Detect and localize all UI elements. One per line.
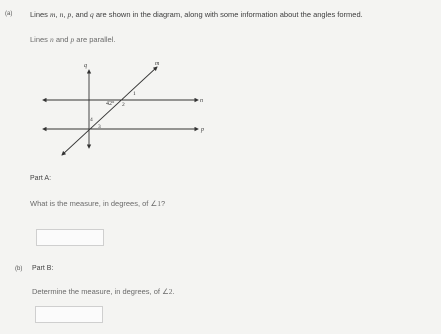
part-b-question-end: .: [172, 287, 175, 296]
angle-1-label: 1: [133, 91, 136, 97]
part-a-question-end: ?: [160, 199, 166, 208]
part-a-question-text: What is the measure, in degrees, of: [30, 199, 151, 208]
given-var-n: n: [50, 35, 54, 44]
part-a-question: [30, 199, 165, 208]
label-p: p: [201, 127, 204, 133]
var-n: n: [59, 10, 64, 19]
part-b-question-text: Determine the measure, in degrees, of: [32, 287, 163, 296]
part-a-title: Part A:: [30, 175, 52, 182]
line-m: [62, 67, 157, 155]
var-m: m: [50, 10, 56, 19]
given-var-p: p: [70, 35, 75, 44]
angle-2-label: 2: [122, 102, 125, 108]
angle-1-ref: ∠1: [150, 199, 161, 208]
given-text-1: Lines: [30, 35, 51, 44]
label-n: n: [200, 98, 203, 104]
intro-sep-1: ,: [55, 10, 60, 19]
question-a-marker: (a): [5, 11, 13, 17]
part-b-question: [32, 287, 175, 296]
intro-sep-3: , and: [71, 10, 91, 19]
intro-sep-2: ,: [63, 10, 68, 19]
part-b-title: Part B:: [32, 265, 54, 272]
var-p: p: [67, 10, 72, 19]
angle-3-label: 3: [98, 124, 101, 130]
part-b-answer-input[interactable]: [35, 306, 103, 323]
label-q: q: [84, 63, 87, 69]
angle-42-label: 42°: [106, 101, 115, 107]
angle-4-label: 4: [90, 117, 93, 123]
given-text-2: and: [53, 35, 71, 44]
var-q: q: [90, 10, 94, 19]
part-a-answer-input[interactable]: [36, 229, 104, 246]
intro-text-1: Lines: [30, 10, 51, 19]
intro-text-2: are shown in the diagram, along with some information about the angles formed.: [93, 10, 363, 19]
question-b-marker: (b): [15, 266, 23, 272]
label-m: m: [155, 61, 160, 67]
angle-2-ref: ∠2: [162, 287, 173, 296]
given-text-3: are parallel.: [74, 35, 116, 44]
